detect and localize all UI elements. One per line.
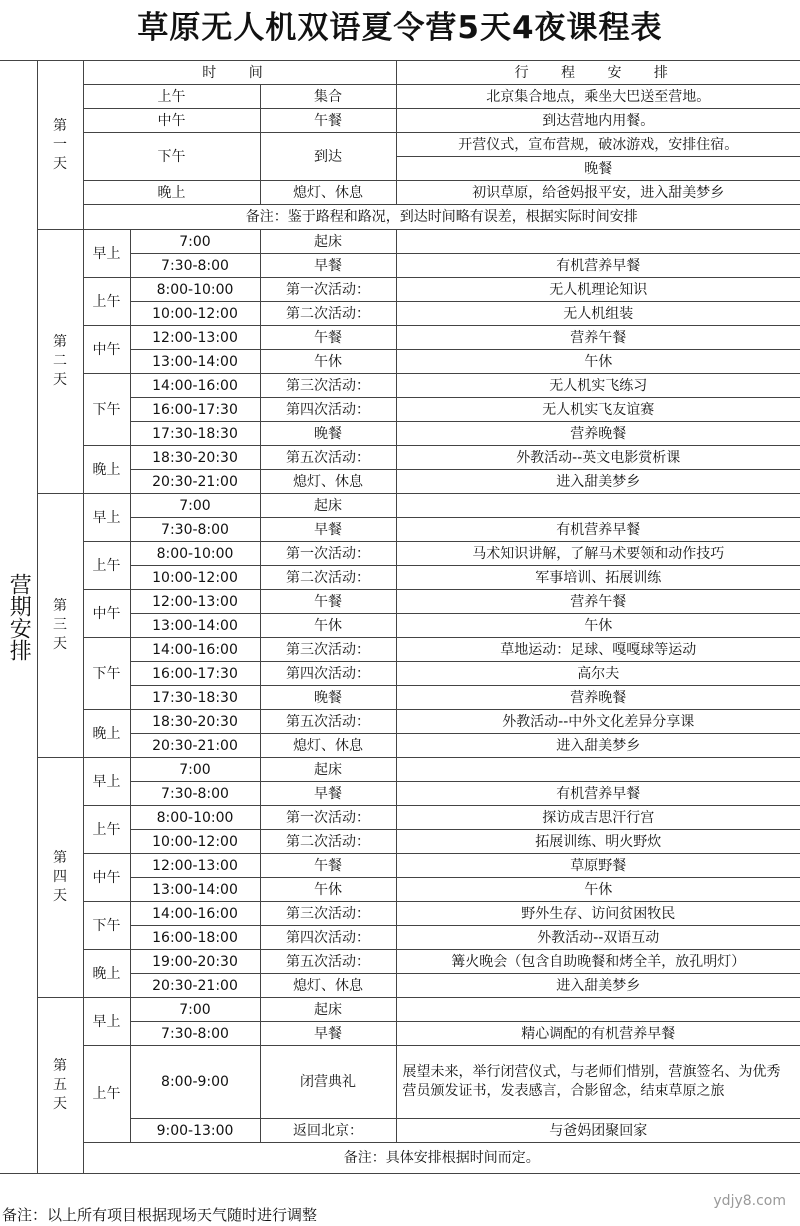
time-cell: 20:30-21:00 [130, 470, 260, 494]
item-cell: 早餐 [260, 518, 396, 542]
section-label-cell [0, 61, 37, 1174]
detail-cell: 草原野餐 [396, 854, 800, 878]
detail-cell: 外教活动--英文电影赏析课 [396, 446, 800, 470]
item-cell: 第三次活动： [260, 638, 396, 662]
time-cell: 13:00-14:00 [130, 878, 260, 902]
time-cell: 13:00-14:00 [130, 614, 260, 638]
time-cell: 9:00-13:00 [130, 1119, 260, 1143]
detail-cell: 探访成吉思汗行宫 [396, 806, 800, 830]
detail-cell: 进入甜美梦乡 [396, 734, 800, 758]
detail-cell: 精心调配的有机营养早餐 [396, 1022, 800, 1046]
time-cell: 18:30-20:30 [130, 446, 260, 470]
item-cell: 返回北京： [260, 1119, 396, 1143]
detail-cell: 午休 [396, 878, 800, 902]
period-cell: 早上 [83, 230, 130, 278]
item-cell: 第五次活动： [260, 446, 396, 470]
table-row [0, 902, 800, 926]
time-cell: 16:00-17:30 [130, 398, 260, 422]
table-row [0, 1046, 800, 1119]
detail-cell: 营养午餐 [396, 326, 800, 350]
detail-cell: 营养晚餐 [396, 686, 800, 710]
detail-cell: 无人机组装 [396, 302, 800, 326]
period-cell: 晚上 [83, 710, 130, 758]
time-cell: 7:30-8:00 [130, 1022, 260, 1046]
table-row [0, 758, 800, 782]
period-cell: 中午 [83, 109, 260, 133]
item-cell: 起床 [260, 998, 396, 1022]
time-cell: 16:00-18:00 [130, 926, 260, 950]
item-cell: 午餐 [260, 109, 396, 133]
detail-cell: 草地运动：足球、嘎嘎球等运动 [396, 638, 800, 662]
detail-cell: 有机营养早餐 [396, 518, 800, 542]
detail-cell: 晚餐 [396, 157, 800, 181]
item-cell: 晚餐 [260, 686, 396, 710]
time-cell: 7:30-8:00 [130, 254, 260, 278]
footer-note: 备注：以上所有项目根据现场天气随时进行调整 [2, 1206, 318, 1224]
period-cell: 上午 [83, 806, 130, 854]
item-cell: 第五次活动： [260, 710, 396, 734]
table-row [0, 326, 800, 350]
table-row [0, 278, 800, 302]
detail-cell: 进入甜美梦乡 [396, 470, 800, 494]
detail-cell [396, 494, 800, 518]
detail-cell: 初识草原，给爸妈报平安，进入甜美梦乡 [396, 181, 800, 205]
item-cell: 午餐 [260, 590, 396, 614]
day2-label: 第二天 [53, 334, 67, 388]
detail-cell: 拓展训练、明火野炊 [396, 830, 800, 854]
time-cell: 14:00-16:00 [130, 902, 260, 926]
period-cell: 早上 [83, 758, 130, 806]
detail-cell: 高尔夫 [396, 662, 800, 686]
table-row [0, 230, 800, 254]
item-cell: 午餐 [260, 326, 396, 350]
item-cell: 到达 [260, 133, 396, 181]
time-cell: 7:30-8:00 [130, 782, 260, 806]
table-row [0, 133, 800, 157]
time-cell: 10:00-12:00 [130, 302, 260, 326]
period-cell: 中午 [83, 854, 130, 902]
time-cell: 16:00-17:30 [130, 662, 260, 686]
time-cell: 14:00-16:00 [130, 638, 260, 662]
time-cell: 17:30-18:30 [130, 422, 260, 446]
period-cell: 中午 [83, 326, 130, 374]
detail-cell: 进入甜美梦乡 [396, 974, 800, 998]
time-cell: 7:00 [130, 230, 260, 254]
item-cell: 午休 [260, 878, 396, 902]
detail-cell: 与爸妈团聚回家 [396, 1119, 800, 1143]
table-row [0, 542, 800, 566]
time-cell: 20:30-21:00 [130, 974, 260, 998]
period-cell: 下午 [83, 374, 130, 446]
time-cell: 8:00-9:00 [130, 1046, 260, 1119]
item-cell: 熄灯、休息 [260, 181, 396, 205]
day5-note: 备注：具体安排根据时间而定。 [83, 1143, 800, 1174]
header-schedule: 行 程 安 排 [396, 61, 800, 85]
table-row [0, 494, 800, 518]
table-row [0, 181, 800, 205]
schedule-table [0, 60, 800, 1174]
item-cell: 第二次活动： [260, 566, 396, 590]
period-cell: 上午 [83, 1046, 130, 1143]
item-cell: 第一次活动： [260, 542, 396, 566]
period-cell: 下午 [83, 902, 130, 950]
day1-label: 第一天 [53, 117, 67, 172]
item-cell: 集合 [260, 85, 396, 109]
item-cell: 早餐 [260, 254, 396, 278]
detail-cell: 外教活动--中外文化差异分享课 [396, 710, 800, 734]
time-cell: 12:00-13:00 [130, 590, 260, 614]
item-cell: 第五次活动： [260, 950, 396, 974]
period-cell: 下午 [83, 638, 130, 710]
period-cell: 晚上 [83, 181, 260, 205]
item-cell: 第四次活动： [260, 926, 396, 950]
table-row [0, 638, 800, 662]
header-row [0, 61, 800, 85]
item-cell: 起床 [260, 230, 396, 254]
time-cell: 8:00-10:00 [130, 542, 260, 566]
day4-label-cell [37, 758, 83, 998]
day2-label-cell [37, 230, 83, 494]
item-cell: 第一次活动： [260, 806, 396, 830]
detail-cell: 无人机实飞练习 [396, 374, 800, 398]
day5-label: 第五天 [53, 1058, 67, 1112]
period-cell: 早上 [83, 494, 130, 542]
time-cell: 10:00-12:00 [130, 830, 260, 854]
time-cell: 17:30-18:30 [130, 686, 260, 710]
detail-cell: 有机营养早餐 [396, 782, 800, 806]
table-row [0, 109, 800, 133]
period-cell: 上午 [83, 278, 130, 326]
day5-label-cell [37, 998, 83, 1174]
header-time: 时 间 [83, 61, 396, 85]
time-cell: 10:00-12:00 [130, 566, 260, 590]
detail-cell: 外教活动--双语互动 [396, 926, 800, 950]
detail-cell: 展望未来，举行闭营仪式，与老师们惜别，营旗签名、为优秀营员颁发证书，发表感言，合影留念，结束草原之旅 [396, 1046, 800, 1119]
table-row [0, 710, 800, 734]
detail-cell: 午休 [396, 350, 800, 374]
table-row [0, 374, 800, 398]
table-row [0, 950, 800, 974]
period-cell: 中午 [83, 590, 130, 638]
time-cell: 7:30-8:00 [130, 518, 260, 542]
table-row [0, 446, 800, 470]
item-cell: 午休 [260, 614, 396, 638]
item-cell: 午餐 [260, 854, 396, 878]
day3-label-cell [37, 494, 83, 758]
note-row [0, 205, 800, 230]
section-label: 营期安排 [6, 573, 32, 661]
detail-cell: 午休 [396, 614, 800, 638]
period-cell: 早上 [83, 998, 130, 1046]
detail-cell: 无人机实飞友谊赛 [396, 398, 800, 422]
time-cell: 20:30-21:00 [130, 734, 260, 758]
item-cell: 第三次活动： [260, 902, 396, 926]
detail-cell [396, 758, 800, 782]
watermark: ydjy8.com [713, 1193, 786, 1209]
item-cell: 第四次活动： [260, 662, 396, 686]
table-row [0, 806, 800, 830]
detail-cell: 北京集合地点，乘坐大巴送至营地。 [396, 85, 800, 109]
item-cell: 第二次活动： [260, 302, 396, 326]
time-cell: 19:00-20:30 [130, 950, 260, 974]
period-cell: 下午 [83, 133, 260, 181]
detail-cell: 开营仪式，宣布营规，破冰游戏，安排住宿。 [396, 133, 800, 157]
item-cell: 午休 [260, 350, 396, 374]
item-cell: 熄灯、休息 [260, 734, 396, 758]
item-cell: 晚餐 [260, 422, 396, 446]
day1-note: 备注：鉴于路程和路况，到达时间略有误差，根据实际时间安排 [83, 205, 800, 230]
item-cell: 起床 [260, 494, 396, 518]
time-cell: 8:00-10:00 [130, 806, 260, 830]
note-row [0, 1143, 800, 1174]
day4-label: 第四天 [53, 850, 67, 904]
table-row [0, 998, 800, 1022]
detail-cell: 到达营地内用餐。 [396, 109, 800, 133]
time-cell: 12:00-13:00 [130, 326, 260, 350]
item-cell: 第四次活动： [260, 398, 396, 422]
detail-cell: 营养晚餐 [396, 422, 800, 446]
period-cell: 上午 [83, 85, 260, 109]
detail-cell: 野外生存、访问贫困牧民 [396, 902, 800, 926]
item-cell: 起床 [260, 758, 396, 782]
item-cell: 第三次活动： [260, 374, 396, 398]
time-cell: 8:00-10:00 [130, 278, 260, 302]
period-cell: 晚上 [83, 446, 130, 494]
detail-cell [396, 998, 800, 1022]
table-row [0, 85, 800, 109]
table-row [0, 854, 800, 878]
time-cell: 7:00 [130, 494, 260, 518]
detail-cell: 营养午餐 [396, 590, 800, 614]
period-cell: 上午 [83, 542, 130, 590]
detail-cell: 篝火晚会（包含自助晚餐和烤全羊，放孔明灯） [396, 950, 800, 974]
table-row [0, 590, 800, 614]
period-cell: 晚上 [83, 950, 130, 998]
item-cell: 第二次活动： [260, 830, 396, 854]
page-title: 草原无人机双语夏令营5天4夜课程表 [0, 0, 800, 61]
detail-cell [396, 230, 800, 254]
day1-label-cell [37, 61, 83, 230]
item-cell: 早餐 [260, 1022, 396, 1046]
time-cell: 18:30-20:30 [130, 710, 260, 734]
detail-cell: 有机营养早餐 [396, 254, 800, 278]
time-cell: 13:00-14:00 [130, 350, 260, 374]
item-cell: 熄灯、休息 [260, 974, 396, 998]
detail-cell: 军事培训、拓展训练 [396, 566, 800, 590]
time-cell: 14:00-16:00 [130, 374, 260, 398]
item-cell: 第一次活动： [260, 278, 396, 302]
day3-label: 第三天 [53, 598, 67, 652]
detail-cell: 无人机理论知识 [396, 278, 800, 302]
time-cell: 12:00-13:00 [130, 854, 260, 878]
detail-cell: 马术知识讲解，了解马术要领和动作技巧 [396, 542, 800, 566]
item-cell: 闭营典礼 [260, 1046, 396, 1119]
item-cell: 早餐 [260, 782, 396, 806]
time-cell: 7:00 [130, 998, 260, 1022]
time-cell: 7:00 [130, 758, 260, 782]
item-cell: 熄灯、休息 [260, 470, 396, 494]
